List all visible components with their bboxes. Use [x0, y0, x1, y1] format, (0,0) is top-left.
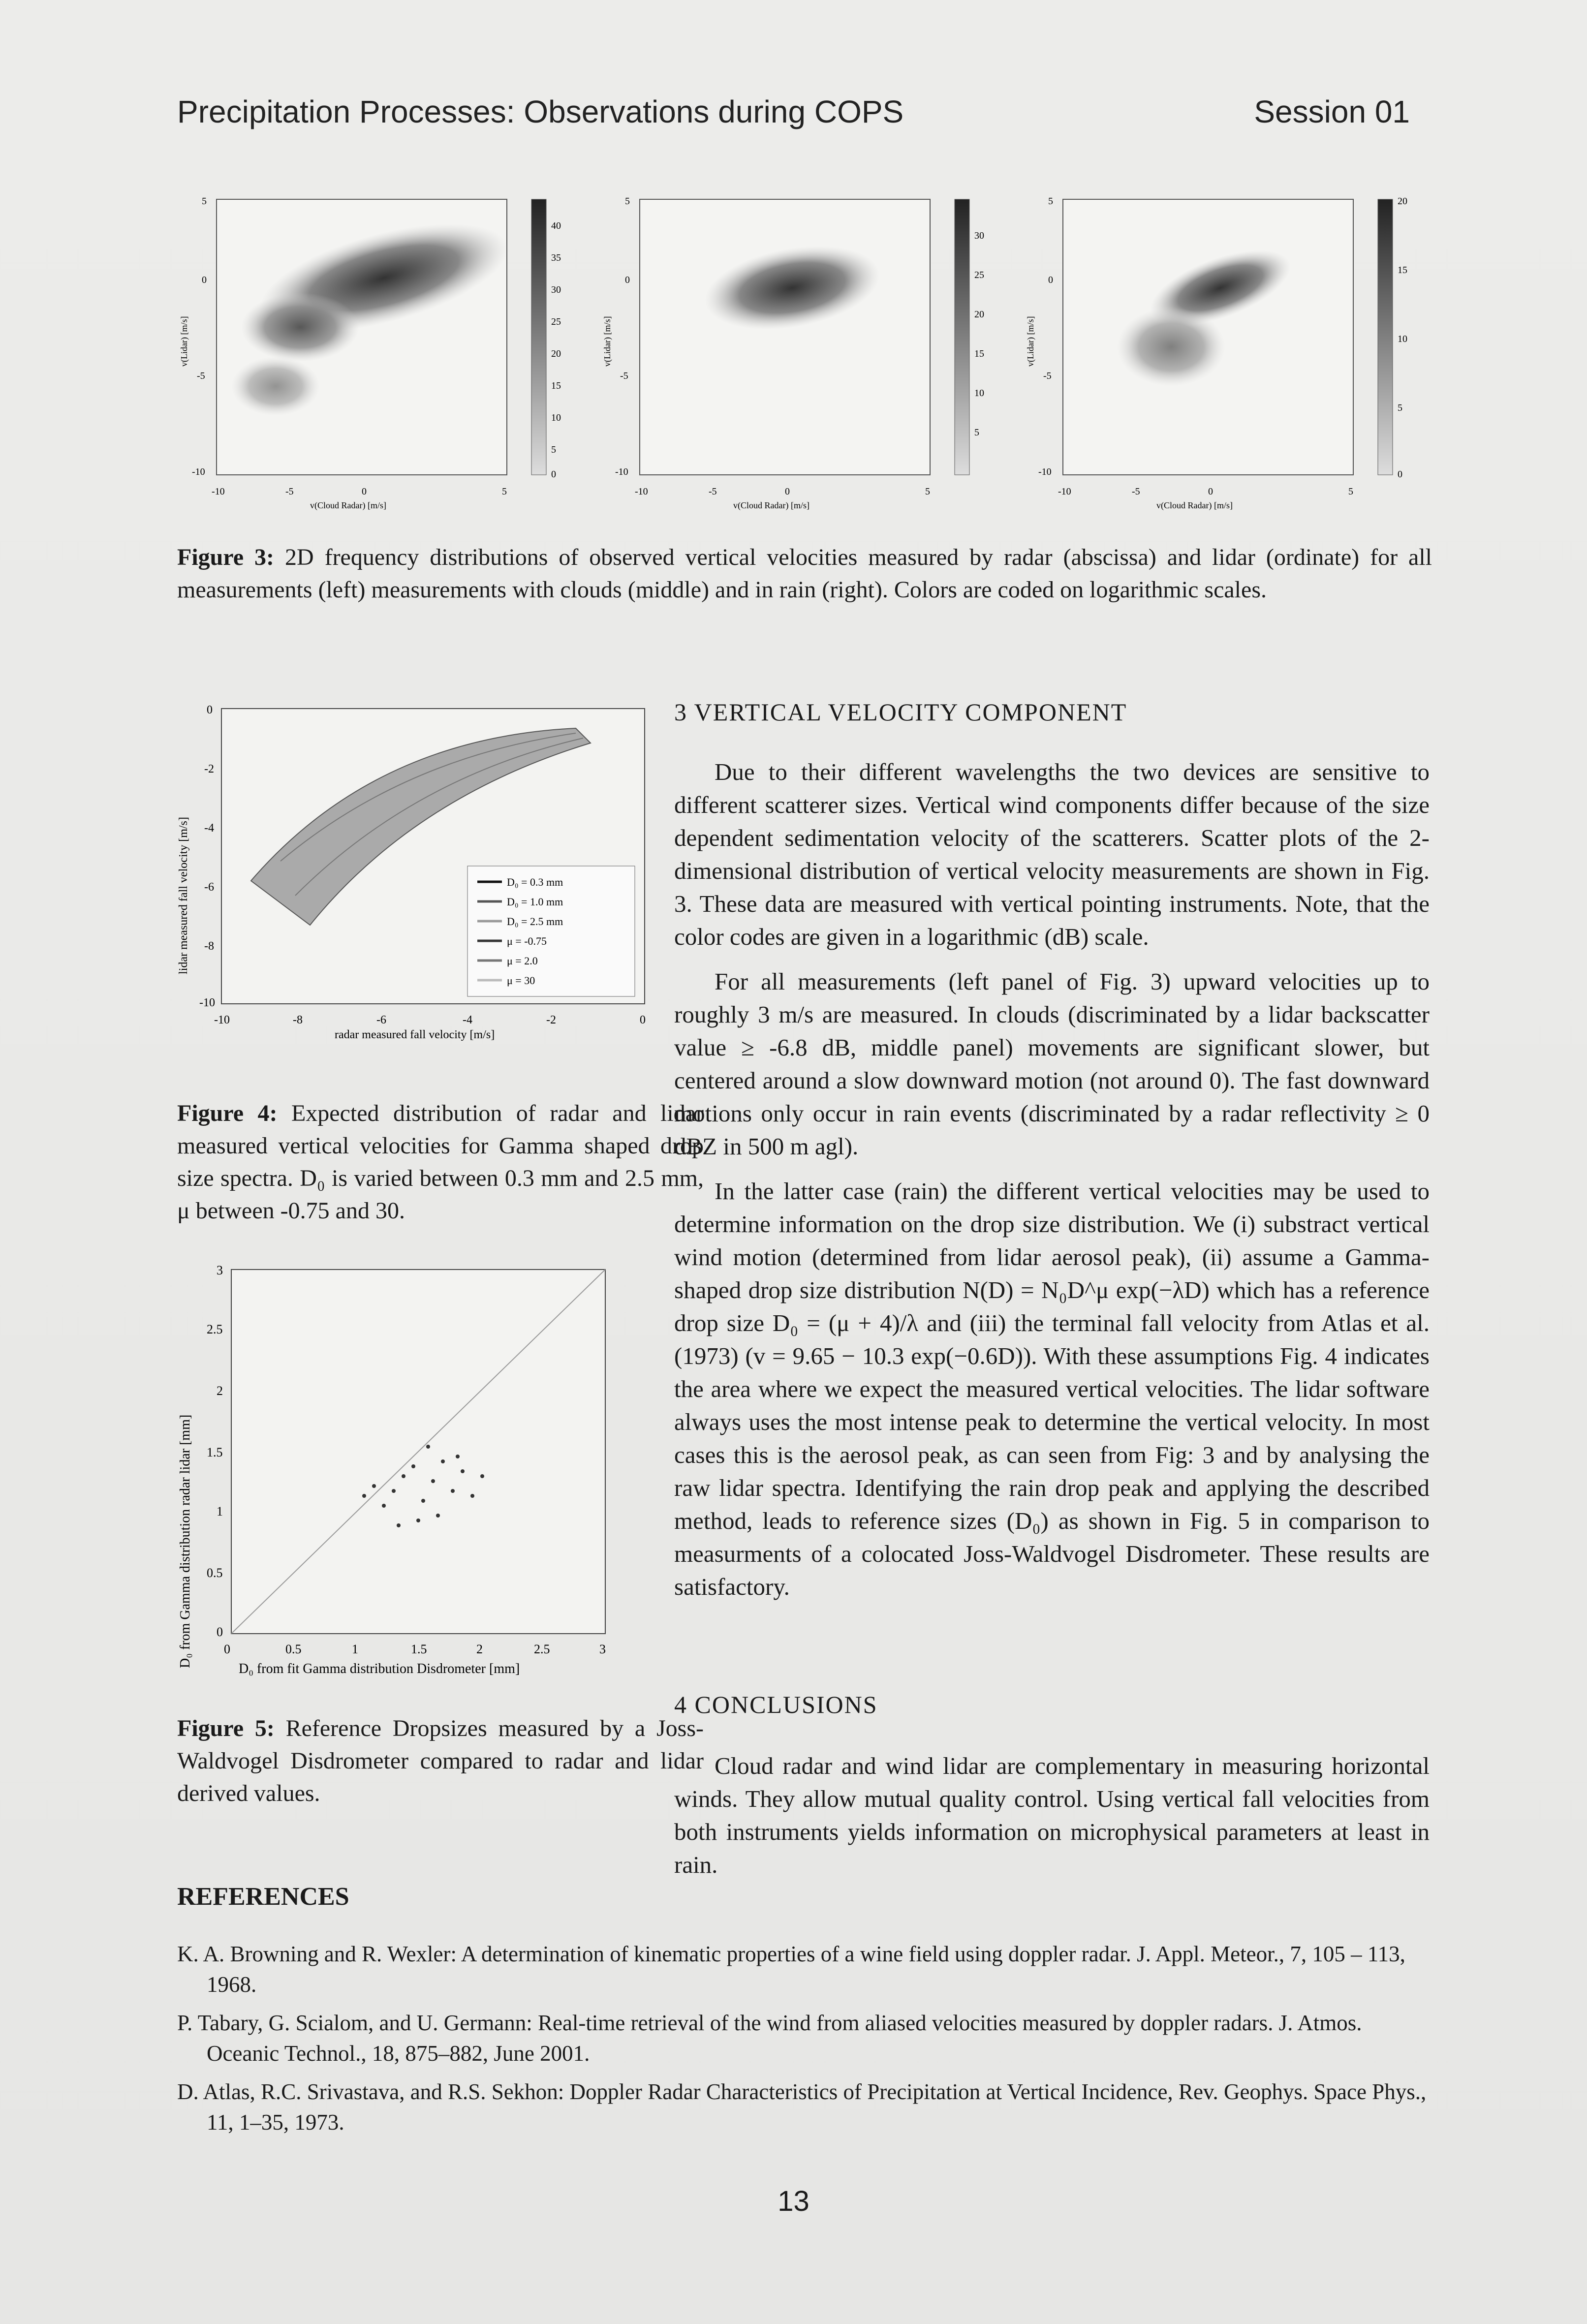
x-tick: -5	[709, 486, 717, 497]
y-tick: 5	[625, 196, 630, 207]
y-axis-label: D₀ from Gamma distribution radar lidar [mm]	[178, 1414, 193, 1668]
x-tick: -6	[376, 1014, 386, 1026]
caption-text: Expected distribution of radar and lidar measured vertical velocities for Gamma shaped drop size spectra. D₀ is varied between 0.3 mm and 2.5 mm, μ between -0.75 and 30.	[177, 1100, 704, 1224]
histogram-rain	[1024, 189, 1427, 514]
dropsize-scatter	[167, 1260, 659, 1683]
reference-item: P. Tabary, G. Scialom, and U. Germann: Real-time retrieval of the wind from aliased velocities measured by doppler radars. J. Atmos. Oceanic Technol., 18, 875–882, June 2001.	[177, 2011, 1362, 2066]
x-tick: -8	[293, 1014, 303, 1026]
colorbar-tick: 15	[551, 380, 561, 391]
x-tick: -10	[635, 486, 648, 497]
y-tick: 5	[202, 196, 207, 207]
x-tick: 1	[352, 1642, 358, 1656]
y-axis-label: v(Lidar) [m/s]	[1026, 316, 1035, 367]
colorbar-tick: 25	[974, 270, 984, 280]
y-tick: 0	[202, 275, 207, 285]
y-tick: -2	[204, 763, 214, 775]
y-tick: -8	[204, 940, 214, 953]
section-4-heading: 4 CONCLUSIONS	[674, 1691, 878, 1718]
histogram-clouds	[600, 189, 1004, 514]
reference-item: K. A. Browning and R. Wexler: A determination of kinematic properties of a wine field using doppler radar. J. Appl. Meteor., 7, 105 – 113, 1968.	[177, 1942, 1405, 1997]
figure-3-caption	[177, 541, 1432, 606]
section-3-heading: 3 VERTICAL VELOCITY COMPONENT	[674, 698, 1127, 726]
y-tick: 5	[1048, 196, 1053, 207]
caption-text: Reference Dropsizes measured by a Joss-Waldvogel Disdrometer compared to radar and lidar derived values.	[177, 1715, 704, 1806]
x-axis-label: v(Cloud Radar) [m/s]	[310, 500, 386, 510]
fall-velocity-plot	[167, 699, 659, 1043]
colorbar-tick: 20	[551, 348, 561, 359]
legend-item: D₀ = 1.0 mm	[507, 896, 563, 908]
x-axis-label: D₀ from fit Gamma distribution Disdrometer [mm]	[239, 1661, 520, 1676]
colorbar-tick: 5	[551, 444, 556, 455]
figure-3-panel-clouds	[600, 189, 1004, 514]
colorbar-tick: 20	[974, 309, 984, 320]
x-axis-label: radar measured fall velocity [m/s]	[335, 1028, 495, 1041]
colorbar-tick: 10	[1398, 334, 1407, 344]
x-axis-label: v(Cloud Radar) [m/s]	[733, 500, 809, 510]
histogram-all	[177, 189, 581, 514]
x-tick: 0	[785, 486, 790, 497]
colorbar-tick: 10	[974, 388, 984, 399]
y-tick: -5	[620, 371, 628, 381]
caption-text: 2D frequency distributions of observed vertical velocities measured by radar (abscissa) and lidar (ordinate) for all measurements (left) measurements with clouds (middle) and in rain (right). Colors are coded on logarithmic scales.	[177, 544, 1432, 603]
colorbar-tick: 5	[1398, 403, 1402, 413]
figure-4	[167, 699, 659, 1043]
legend-item: D₀ = 0.3 mm	[507, 876, 563, 888]
colorbar-tick: 40	[551, 220, 561, 231]
page-number: 13	[778, 2185, 809, 2217]
colorbar-tick: 20	[1398, 196, 1407, 207]
y-tick: 0	[625, 275, 630, 285]
y-tick: 3	[217, 1263, 223, 1277]
y-tick: -5	[197, 371, 205, 381]
paragraph: Cloud radar and wind lidar are complementary in measuring horizontal winds. They allow mutual quality control. Using vertical fall velocities from both instruments yields information on microphysical parameters at least in rain.	[674, 1752, 1430, 1878]
colorbar-tick: 35	[551, 252, 561, 263]
x-tick: 0	[224, 1642, 230, 1656]
y-tick: -10	[192, 466, 205, 477]
x-tick: 2	[476, 1642, 483, 1656]
figure-5-caption	[177, 1712, 704, 1810]
colorbar-tick: 0	[1398, 469, 1402, 480]
y-axis-label: v(Lidar) [m/s]	[602, 316, 612, 367]
x-tick: -4	[463, 1014, 472, 1026]
y-tick: -6	[204, 881, 214, 894]
section-3-body	[674, 755, 1430, 1615]
x-tick: 5	[925, 486, 930, 497]
header-title: Precipitation Processes: Observations during COPS	[177, 94, 904, 129]
y-axis-label: lidar measured fall velocity [m/s]	[177, 817, 190, 974]
x-axis-label: v(Cloud Radar) [m/s]	[1156, 500, 1233, 510]
header-session: Session 01	[1254, 94, 1410, 129]
x-tick: -10	[214, 1014, 230, 1026]
x-tick: -5	[1132, 486, 1140, 497]
legend-item: μ = 2.0	[507, 955, 538, 967]
x-tick: 0	[362, 486, 367, 497]
y-tick: 0	[1048, 275, 1053, 285]
x-tick: 0.5	[285, 1642, 302, 1656]
y-tick: -5	[1043, 371, 1052, 381]
y-tick: 1.5	[207, 1445, 223, 1459]
colorbar-tick: 5	[974, 427, 979, 438]
y-tick: -10	[199, 996, 215, 1009]
colorbar-tick: 30	[551, 284, 561, 295]
y-tick: -4	[204, 822, 214, 835]
y-tick: 0	[207, 704, 213, 716]
legend-item: μ = -0.75	[507, 935, 547, 947]
running-header	[177, 93, 1410, 130]
paragraph: In the latter case (rain) the different vertical velocities may be used to determine information on the drop size distribution. We (i) substract vertical wind motion (determined from lidar aerosol peak), (ii) assume a Gamma-shaped drop size distribution N(D) = N₀D^μ exp(−λD) which has a reference drop size D₀ = (μ + 4)/λ and (iii) the terminal fall velocity from Atlas et al. (1973) (v = 9.65 − 10.3 exp(−0.6D)). With these assumptions Fig. 4 indicates the area where we expect the measured vertical velocities. The lidar software always uses the most intense peak to determine the vertical velocity. In most cases this is the aerosol peak, as can seen from Fig: 3 and by analysing the raw lidar spectra. Identifying the rain drop peak and applying the described method, leads to reference sizes (D₀) as shown in Fig. 5 in comparison to measurments of a colocated Joss-Waldvogel Disdrometer. These results are satisfactory.	[674, 1177, 1430, 1600]
references-list	[177, 1939, 1432, 2145]
caption-label: Figure 4:	[177, 1100, 278, 1126]
y-tick: 0	[217, 1625, 223, 1639]
x-tick: -5	[285, 486, 294, 497]
x-tick: -10	[212, 486, 225, 497]
caption-label: Figure 3:	[177, 544, 275, 570]
section-4-body	[674, 1749, 1430, 1893]
figure-4-caption	[177, 1097, 704, 1227]
x-tick: -10	[1058, 486, 1071, 497]
colorbar-tick: 10	[551, 412, 561, 423]
y-tick: -10	[1038, 466, 1052, 477]
x-tick: -2	[546, 1014, 556, 1026]
x-tick: 1.5	[411, 1642, 427, 1656]
paragraph: Due to their different wavelengths the two devices are sensitive to different scatterer sizes. Vertical wind components differ because of the size dependent sedimentation velocity of the scatterers. Scatter plots of the 2-dimensional distribution of vertical velocity measurements are shown in Fig. 3. These data are measured with vertical pointing instruments. Note, that the color codes are given in a logarithmic (dB) scale.	[674, 758, 1430, 950]
colorbar-tick: 25	[551, 316, 561, 327]
figure-3-panel-all	[177, 189, 581, 514]
colorbar-tick: 0	[551, 469, 556, 480]
x-tick: 0	[1208, 486, 1213, 497]
colorbar-tick: 30	[974, 230, 984, 241]
legend-item: μ = 30	[507, 974, 535, 987]
y-axis-label: v(Lidar) [m/s]	[179, 316, 189, 367]
colorbar-tick: 15	[974, 348, 984, 359]
y-tick: 2	[217, 1384, 223, 1398]
y-tick: 2.5	[207, 1322, 223, 1336]
x-tick: 5	[1348, 486, 1353, 497]
references-heading: REFERENCES	[177, 1883, 349, 1911]
x-tick: 2.5	[534, 1642, 550, 1656]
x-tick: 0	[640, 1014, 646, 1026]
x-tick: 5	[502, 486, 507, 497]
figure-3	[177, 189, 1417, 514]
y-tick: 1	[217, 1504, 223, 1518]
reference-item: D. Atlas, R.C. Srivastava, and R.S. Sekhon: Doppler Radar Characteristics of Precipitation at Vertical Incidence, Rev. Geophys. Space Phys., 11, 1–35, 1973.	[177, 2079, 1427, 2135]
paragraph: For all measurements (left panel of Fig. 3) upward velocities up to roughly 3 m/s are measured. In clouds (discriminated by a lidar backscatter value ≥ -6.8 dB, middle panel) movements are significant slower, but centered around a slow downward motion (not around 0). The fast downward motions only occur in rain events (discriminated by a radar reflectivity ≥ 0 dBZ in 500 m agl).	[674, 968, 1430, 1160]
y-tick: -10	[615, 466, 628, 477]
legend-item: D₀ = 2.5 mm	[507, 915, 563, 928]
y-tick: 0.5	[207, 1566, 223, 1580]
x-tick: 3	[599, 1642, 606, 1656]
colorbar-tick: 15	[1398, 265, 1407, 276]
figure-3-panel-rain	[1024, 189, 1427, 514]
caption-label: Figure 5:	[177, 1715, 275, 1741]
figure-5	[167, 1260, 659, 1683]
